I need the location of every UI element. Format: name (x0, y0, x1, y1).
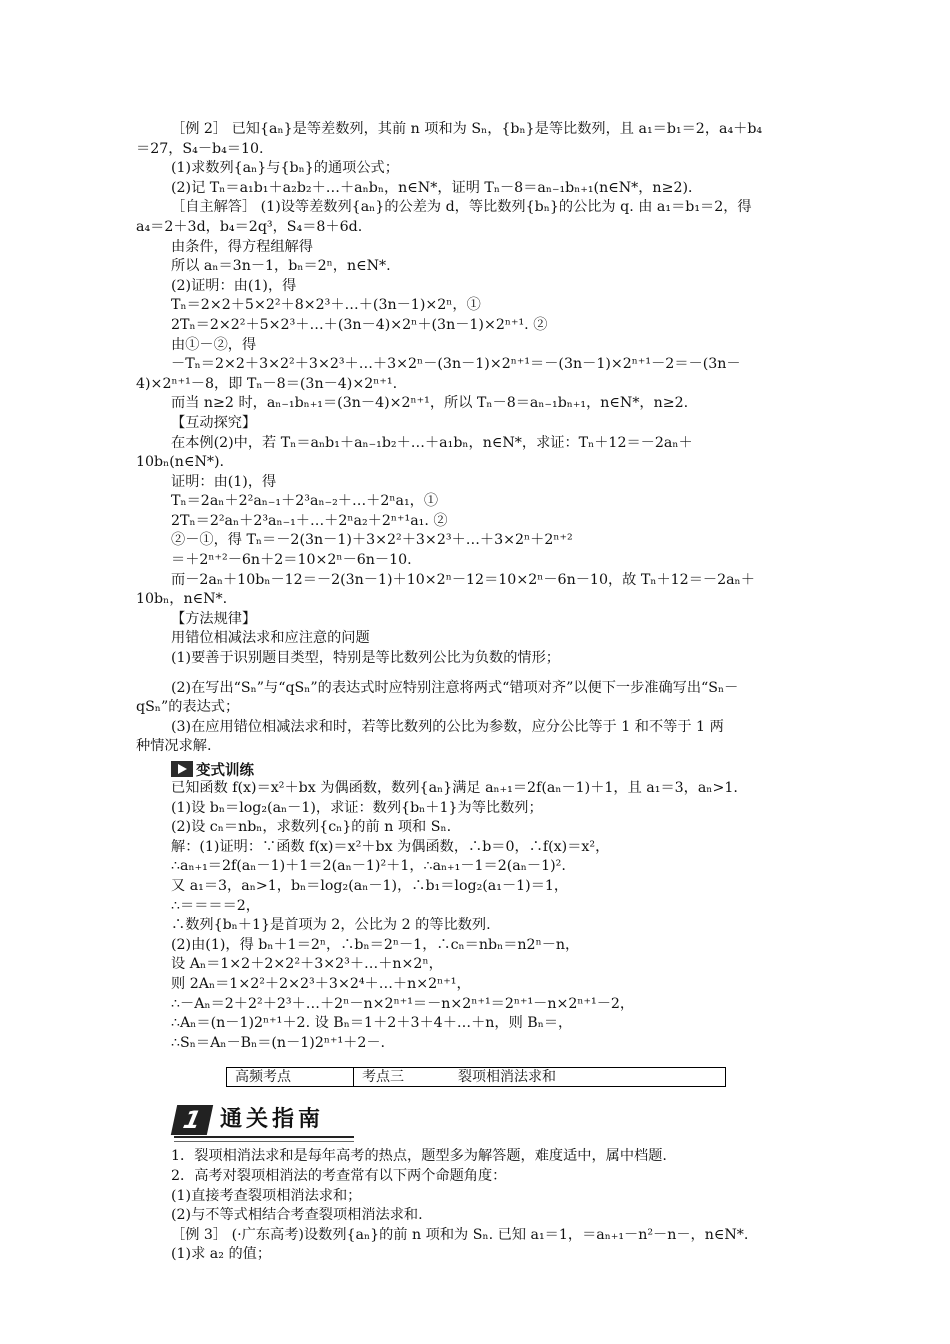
exploration-line: 在本例(2)中，若 Tₙ＝aₙb₁＋aₙ₋₁b₂＋…＋a₁bₙ，n∈N*，求证：Tₙ＋12＝－2aₙ＋ (171, 434, 693, 451)
example-3-block (136, 1226, 816, 1265)
variant-line: ∴＝＝＝＝2， (171, 897, 260, 914)
guide-number-badge: 1 (171, 1105, 213, 1135)
guide-line: 2．高考对裂项相消法的考查常有以下两个命题角度： (171, 1167, 507, 1184)
variant-line: 解：(1)证明：∵函数 f(x)＝x²＋bx 为偶函数，∴b＝0，∴f(x)＝x²， (171, 838, 610, 855)
table-row (227, 1068, 726, 1087)
exploration-line: 2Tₙ＝2²aₙ＋2³aₙ₋₁＋…＋2ⁿa₂＋2ⁿ⁺¹a₁. ② (171, 512, 448, 529)
variant-line: ∴Sₙ＝Aₙ－Bₙ＝(n－1)2ⁿ⁺¹＋2－. (171, 1034, 386, 1051)
method-line: (2)在写出“Sₙ”与“qSₙ”的表达式时应特别注意将两式“错项对齐”以便下一步准确写出“Sₙ－ (171, 679, 739, 696)
example-2-statement-cont: ＝27，S₄－b₄＝10. (136, 140, 264, 157)
variant-line: (2)设 cₙ＝nbₙ，求数列{cₙ}的前 n 项和 Sₙ. (171, 819, 452, 836)
exploration-line: ＝＋2ⁿ⁺²－6n＋2＝10×2ⁿ－6n－10. (171, 552, 412, 569)
solution-line: －Tₙ＝2×2＋3×2²＋3×2³＋…＋3×2ⁿ－(3n－1)×2ⁿ⁺¹＝－(3n－1)×2ⁿ⁺¹－2＝－(3n－ (171, 356, 741, 373)
exploration-line: ②－①，得 Tₙ＝－2(3n－1)＋3×2²＋3×2³＋…＋3×2ⁿ＋2ⁿ⁺² (171, 532, 573, 549)
example-2-question-1: (1)求数列{aₙ}与{bₙ}的通项公式； (171, 160, 399, 177)
guide-underline (174, 1136, 354, 1138)
solution-line: Tₙ＝2×2＋5×2²＋8×2³＋…＋(3n－1)×2ⁿ，① (171, 297, 481, 314)
variant-line: (2)由(1)，得 bₙ＋1＝2ⁿ，∴bₙ＝2ⁿ－1，∴cₙ＝nbₙ＝n2ⁿ－n， (171, 936, 580, 953)
guide-line: (2)与不等式相结合考查裂项相消法求和. (171, 1207, 423, 1224)
play-triangle-icon (171, 761, 193, 777)
solution-line: (2)证明：由(1)，得 (171, 277, 297, 294)
example-3-statement: ［例 3］ (·广东高考)设数列{aₙ}的前 n 项和为 Sₙ. 已知 a₁＝1，＝aₙ₊₁－n²－n－，n∈N*. (171, 1226, 749, 1243)
solution-line: 所以 aₙ＝3n－1，bₙ＝2ⁿ，n∈N*. (171, 258, 391, 275)
guide-line: (1)直接考查裂项相消法求和； (171, 1187, 362, 1204)
variant-line: ∴Aₙ＝(n－1)2ⁿ⁺¹＋2. 设 Bₙ＝1＋2＋3＋4＋…＋n，则 Bₙ＝， (171, 1015, 573, 1032)
solution-line: ［自主解答］ (1)设等差数列{aₙ}的公差为 d，等比数列{bₙ}的公比为 q. 由 a₁＝b₁＝2，得 (171, 199, 752, 216)
method-line: qSₙ”的表达式； (136, 699, 240, 716)
method-line: 种情况求解. (136, 738, 212, 755)
solution-line: a₄＝2＋3d，b₄＝2q³，S₄＝8＋6d. (136, 218, 363, 235)
solution-line: 而当 n≥2 时，aₙ₋₁bₙ₊₁＝(3n－4)×2ⁿ⁺¹，所以 Tₙ－8＝aₙ₋₁bₙ₊₁，n∈N*，n≥2. (171, 395, 689, 412)
interactive-exploration-block (136, 414, 816, 610)
variant-line: (1)设 bₙ＝log₂(aₙ－1)，求证：数列{bₙ＋1}为等比数列； (171, 799, 543, 816)
example-2-question-2: (2)记 Tₙ＝a₁b₁＋a₂b₂＋…＋aₙbₙ，n∈N*，证明 Tₙ－8＝aₙ₋₁bₙ₊₁(n∈N*，n≥2)． (171, 179, 703, 196)
exploration-line: 证明：由(1)，得 (171, 473, 277, 490)
section-heading: 【方法规律】 (171, 610, 257, 627)
method-line: (3)在应用错位相减法求和时，若等比数列的公比为参数，应分公比等于 1 和不等于 1 两 (171, 718, 724, 735)
guide-underline-thin (174, 1141, 354, 1142)
example-3-question-1: (1)求 a₂ 的值； (171, 1246, 272, 1263)
variant-line: ∴aₙ₊₁＝2f(aₙ－1)＋1＝2(aₙ－1)²＋1，∴aₙ₊₁－1＝2(aₙ－1)². (171, 858, 566, 875)
solution-line: 由①－②，得 (171, 336, 257, 353)
topic-category-cell: 高频考点 (227, 1068, 354, 1087)
example-2-statement: ［例 2］ 已知{aₙ}是等差数列，其前 n 项和为 Sₙ，{bₙ}是等比数列，且 a₁＝b₁＝2，a₄＋b₄ (171, 121, 763, 137)
topic-table (226, 1067, 726, 1087)
method-rules-block (136, 610, 816, 757)
guide-line: 1．裂项相消法求和是每年高考的热点，题型多为解答题，难度适中，属中档题. (171, 1148, 667, 1165)
exploration-line: Tₙ＝2aₙ＋2²aₙ₋₁＋2³aₙ₋₂＋…＋2ⁿa₁，① (171, 493, 439, 510)
section-heading: 【互动探究】 (171, 414, 257, 431)
variant-line: ∴－Aₙ＝2＋2²＋2³＋…＋2ⁿ－n×2ⁿ⁺¹＝－n×2ⁿ⁺¹＝2ⁿ⁺¹－n×2ⁿ⁺¹－2， (171, 995, 635, 1012)
method-line: 用错位相减法求和应注意的问题 (171, 630, 370, 647)
topic-number-cell: 考点三 (354, 1068, 451, 1087)
guide-title: 通关指南 (220, 1107, 325, 1133)
exploration-line: 而－2aₙ＋10bₙ－12＝－2(3n－1)＋10×2ⁿ－12＝10×2ⁿ－6n－10，故 Tₙ＋12＝－2aₙ＋ (171, 571, 755, 588)
solution-line: 由条件，得方程组解得 (171, 238, 313, 255)
guide-heading (136, 1101, 816, 1135)
variant-training-heading (136, 759, 816, 779)
example-2-block (136, 120, 816, 414)
exploration-line: 10bₙ，n∈N*. (136, 591, 228, 608)
variant-training-block (136, 759, 816, 1053)
method-line: (1)要善于识别题目类型，特别是等比数列公比为负数的情形； (171, 650, 560, 667)
variant-line: 设 Aₙ＝1×2＋2×2²＋3×2³＋…＋n×2ⁿ， (171, 956, 443, 973)
topic-name-cell: 裂项相消法求和 (450, 1068, 726, 1087)
document-page (136, 120, 816, 1265)
guide-block (136, 1147, 816, 1225)
solution-line: 4)×2ⁿ⁺¹－8，即 Tₙ－8＝(3n－4)×2ⁿ⁺¹. (136, 375, 398, 392)
variant-line: ∴数列{bₙ＋1}是首项为 2，公比为 2 的等比数列. (171, 917, 491, 934)
solution-line: 2Tₙ＝2×2²＋5×2³＋…＋(3n－4)×2ⁿ＋(3n－1)×2ⁿ⁺¹. ② (171, 316, 548, 333)
variant-line: 已知函数 f(x)＝x²＋bx 为偶函数，数列{aₙ}满足 aₙ₊₁＝2f(aₙ－1)＋1，且 a₁＝3，aₙ>1. (171, 780, 738, 796)
exploration-line: 10bₙ(n∈N*). (136, 454, 224, 471)
variant-line: 则 2Aₙ＝1×2²＋2×2³＋3×2⁴＋…＋n×2ⁿ⁺¹， (171, 975, 471, 992)
variant-training-title: 变式训练 (196, 762, 254, 779)
variant-line: 又 a₁＝3，aₙ>1，bₙ＝log₂(aₙ－1)，∴b₁＝log₂(a₁－1)＝1， (171, 877, 569, 894)
